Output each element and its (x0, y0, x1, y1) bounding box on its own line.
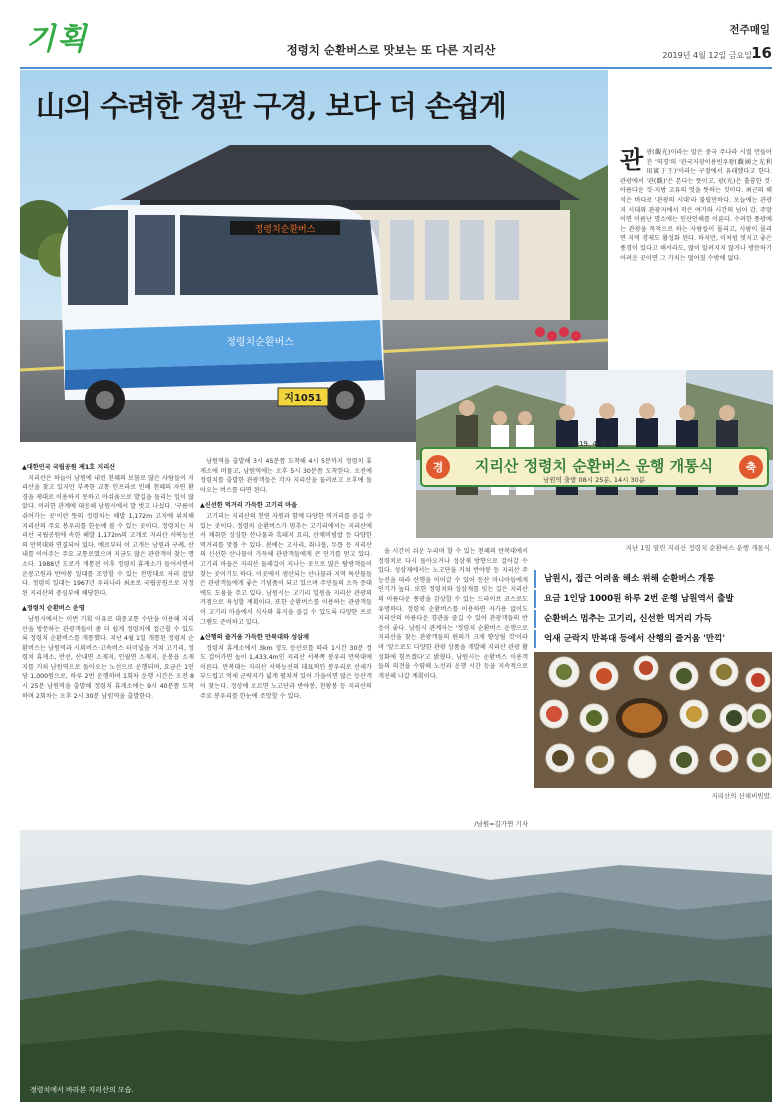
mountain-photo-illustration (20, 830, 772, 1102)
page-number: 16 (751, 44, 772, 62)
bus-destination-sign: 정령치순환버스 (254, 225, 316, 235)
subhead-jirisan: ▲대한민국 국립공원 제1호 지리산 (22, 464, 116, 471)
bus-side-text: 정령치순환버스 (226, 337, 294, 348)
section-title: 정령치 순환버스로 맛보는 또 다른 지리산 (286, 43, 496, 57)
mountain-photo (20, 830, 772, 1102)
subhead-manbokdae: ▲산행의 즐거움 가득한 만복대와 성삼재 (200, 634, 310, 642)
paragraph-bus-operation: 남원시에서는 이번 기획 이유로 대중교통 수단을 이용해 지리산을 방문하는 관광객들이 좀 더 쉽게 정령치에 접근할 수 있도록 정령치 순환버스를 개통했다. 지난 4월 1일 개통된 정령치 순환버스는 남원역과 시외버스·고속버스 터미널을 거쳐 고기리, 정령치 휴게소, 반선, 산내면 소재지, 인월면 소재지, 운봉읍 소재지를 거쳐 남원역으로 돌아오는 노선으로 운행되며, 요금은 1인당 1,000원으로, 하루 2번 운행하며 1회차 운행 시간은 오전 8시 25분 남원역을 출발해 정령치 휴게소에는 9시 40분쯤 도착하며 2회차는 오후 2시 30분 남원역을 출발한다. (22, 615, 194, 700)
summary-box (534, 570, 772, 650)
subhead-gogiri: ▲신선한 먹거리 가득한 고기리 마을 (200, 502, 298, 510)
food-photo (534, 652, 772, 788)
article-headline: 山의 수려한 경관 구경, 보다 더 손쉽게 (36, 89, 506, 123)
paragraph-jirisan: 지리산은 하늘이 남원에 내린 천혜의 보물로 많은 사람들이 지리산을 찾고 있지만 부족한 교통 인프라로 인해 천혜의 자연 환경을 제대로 이용하지 못하고 아쉬움으로 발길을 돌리는 일이 많았다. 이러한 관계에 대응해 남원시에서 발 벗고 나섰다. '구름이 쉬어가는 곳'이란 뜻의 정령치는 해발 1,172m 고지에 위치해 지리산의 주요 봉우리를 한눈에 볼 수 있는 곳이다. 정령치는 지리산 국립공원에 속한 해발 1,172m의 고개로 지리산 서북능선의 만복대와 연결되어 있다. 예로부터 이 고개는 남원과 구례, 산내를 이어주는 주요 교통로였으며 지금도 많은 관광객이 찾는 명소다. 1988년 도로가 개통된 이후 정령치 휴게소가 들어서면서 운봉고원과 반야봉 일대를 조망할 수 있는 전망대로 자리 잡았다. 정령치 일대는 1967년 우리나라 최초로 국립공원으로 지정된 지리산의 중심부에 해당한다. (22, 474, 194, 597)
paragraph-manbokdae-cont: 을 시간이 쉬운 누리며 할 수 있는 천혜의 만복대에서 정령치로 다시 돌아오거나 성삼재 방향으로 걸어갈 수 있다. 성삼재에서는 노고단을 거쳐 반야봉 등 지리산 주능선을 따라 산행을 이어갈 수 있어 등산 마니아들에게 인기가 높다. 또한 정령치와 성삼재를 잇는 길은 지리산의 아름다운 풍광을 감상할 수 있는 드라이브 코스로도 유명하다. 정령치 순환버스를 이용하면 자가용 없이도 지리산의 아름다운 경관을 즐길 수 있어 관광객들의 반응이 좋다. 남원시 관계자는 '정령치 순환버스 운행으로 지리산을 찾는 관광객들의 편의가 크게 향상될 것'이라며 '앞으로도 다양한 관광 상품을 개발해 지리산 관광 활성화에 힘쓰겠다'고 밝혔다. 남원시는 순환버스 이용객들의 의견을 수렴해 노선과 운행 시간 등을 지속적으로 개선해 나갈 계획이다. (378, 548, 528, 680)
newspaper-name: 전주매일 (729, 24, 770, 36)
banner-subtitle: 남원역 출발 08시 25분, 14시 30분 (543, 476, 645, 484)
paragraph-gogiri: 고기리는 지리산의 천연 자원과 함께 다양한 먹거리를 즐길 수 있는 곳이다. 정령치 순환버스가 멈추는 고기리에서는 지리산에서 채취한 싱싱한 산나물과 흑돼지 요리, 산채비빔밥 등 다양한 먹거리를 맛볼 수 있다. 봄에는 고사리, 취나물, 두릅 등 지리산의 신선한 산나물이 가득해 관광객들에게 큰 인기를 얻고 있다. 고기리 마을은 지리산 둘레길이 지나는 곳으로 많은 탐방객들이 찾는 곳이기도 하다. 이곳에서 생산되는 산나물과 지역 특산물들은 관광객들에게 좋은 기념품이 되고 있으며 주민들의 소득 증대에도 도움을 주고 있다. 남원시는 고기리 일원을 지리산 관광의 거점으로 육성할 계획이다. 또한 순환버스를 이용하는 관광객들이 고기리 마을에서 식사와 휴식을 즐길 수 있도록 다양한 프로그램도 준비하고 있다. (200, 512, 372, 626)
section-logo: 기획 (26, 22, 88, 57)
paragraph-bus-operation-cont: 남원역을 출발해 3시 45분쯤 도착해 4시 5분까지 정령치 휴게소에 머물고, 남원역에는 오후 5시 30분쯤 도착한다. 오전에 정령치를 출발한 관광객들은 각자 지리산을 둘러보고 오후에 돌아오는 버스를 타면 된다. (200, 458, 372, 494)
bus-plate: 지1051 (284, 393, 322, 404)
mountain-caption: 정령치에서 바라본 지리산의 모습. (30, 1086, 134, 1094)
subhead-bus-operation: ▲정령치 순환버스 운영 (22, 605, 85, 613)
byline: /남원=김가연 기자 (474, 820, 528, 828)
body-column-1 (22, 457, 194, 827)
banner-badge-left: 경 (432, 461, 444, 474)
header-rule (20, 67, 772, 69)
paragraph-manbokdae: 정령치 휴게소에서 3km 정도 등산로를 따라 1시간 30분 정도 걸어가면 높이 1,433.4m인 지리산 서북쪽 봉우리 만복대에 이른다. 만복대는 지리산 서북능선의 대표적인 봉우리로 산세가 부드럽고 억새 군락지가 넓게 펼쳐져 있어 가을이면 많은 등산객이 찾는다. 정상에 오르면 노고단과 반야봉, 천왕봉 등 지리산의 주요 봉우리를 한눈에 조망할 수 있다. (200, 644, 372, 700)
ceremony-photo-illustration (416, 370, 773, 538)
summary-line-3: 순환버스 멈추는 고기리, 신선한 먹거리 가득 (534, 610, 772, 628)
summary-line-1: 남원시, 접근 어려움 해소 위해 순환버스 개통 (534, 570, 772, 588)
lead-paragraph (620, 145, 772, 263)
summary-line-4: 억새 군락지 만복대 등에서 산행의 즐거움 '만끽' (534, 630, 772, 648)
summary-line-2: 요금 1인당 1000원 하루 2번 운행 남원역서 출발 (534, 590, 772, 608)
banner-title: 지리산 정령치 순환버스 운행 개통식 (474, 457, 714, 475)
food-photo-illustration (534, 652, 772, 788)
issue-date: 2019년 4월 12일 금요일 (662, 51, 752, 60)
ceremony-photo (416, 370, 773, 538)
ceremony-caption: 지난 1일 열린 지리산 정령치 순환버스 운행 개통식. (625, 544, 772, 552)
body-column-3 (378, 547, 528, 827)
lead-dropcap: 관 (620, 145, 644, 174)
banner-date: 2019. 4. 4(목) (570, 440, 618, 448)
body-column-2 (200, 457, 372, 827)
lead-text: 광(觀光)이라는 말은 중국 주나라 시절 만들어진 '역경'의 '관국지광이용빈우왕(觀國之光利用賓于王)'이라는 구절에서 유래했다고 한다. 관광에서 '관(觀)'은 본다는 뜻이고, 광(光)은 훌륭한 것·아름다운 것·지방 고유의 멋을 뜻하는 것이다. 최근의 해석은 바다로 '관광의 시대'라 불릴만하다. 오늘에는 관광지 시대와 관광지에서 작은 여가와 시간의 넘어 감. 주말이면 이름난 명소에는 인산인해를 이룬다. 수려한 풍광에는 관광을 목적으로 하는 사람들이 몰리고, 사람이 몰리면 지역 경제도 활성화 된다. 하지만, 이처럼 멋지고 좋은 풍경이 있다고 해서라도, 많이 알려지지 않거나 방문하기 어려운 곳이면 그 가치는 떨어질 수밖에 없다. (620, 149, 772, 262)
food-caption: 지리산의 산채비빔밥. (711, 792, 772, 800)
banner-badge-right: 축 (745, 461, 757, 474)
